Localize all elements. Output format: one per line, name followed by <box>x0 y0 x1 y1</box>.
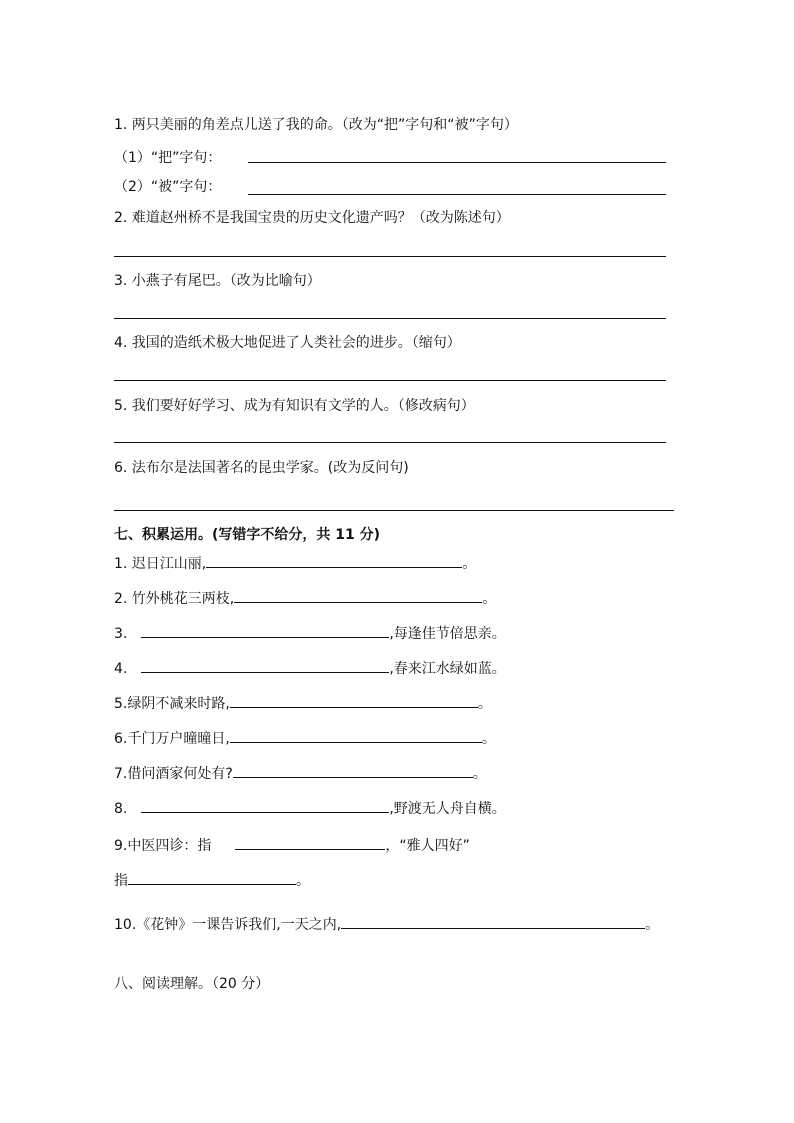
answer-line-4[interactable] <box>114 380 666 381</box>
fill-blank-6[interactable] <box>230 728 482 743</box>
period: 。 <box>482 591 497 607</box>
fill-item-3-text: ,每逢佳节倍思亲。 <box>389 626 506 642</box>
fill-item-3 <box>114 623 506 643</box>
answer-line-2[interactable] <box>114 256 666 257</box>
question-2: 2. 难道赵州桥不是我国宝贵的历史文化遗产吗？（改为陈述句） <box>114 210 510 226</box>
fill-item-9-text-c: 指 <box>114 873 128 889</box>
answer-line-1-1[interactable] <box>248 162 666 163</box>
fill-item-9 <box>114 835 470 855</box>
period: 。 <box>296 873 310 889</box>
question-6: 6. 法布尔是法国著名的昆虫学家。(改为反问句) <box>114 460 409 476</box>
period: 。 <box>462 556 477 572</box>
fill-blank-2[interactable] <box>234 588 482 603</box>
fill-blank-1[interactable] <box>206 553 462 568</box>
question-4: 4. 我国的造纸术极大地促进了人类社会的进步。（缩句） <box>114 335 461 351</box>
fill-item-7 <box>114 763 487 783</box>
section-8-title: 八、阅读理解。（20 分） <box>114 976 270 992</box>
period: 。 <box>645 917 660 933</box>
fill-item-2 <box>114 588 496 608</box>
fill-item-8-text: ,野渡无人舟自横。 <box>389 801 506 817</box>
fill-blank-10[interactable] <box>341 914 645 929</box>
question-3: 3. 小燕子有尾巴。（改为比喻句） <box>114 273 321 289</box>
fill-item-4-text: ,春来江水绿如蓝。 <box>389 661 506 677</box>
answer-line-5[interactable] <box>114 442 666 443</box>
question-5: 5. 我们要好好学习、成为有知识有文学的人。（修改病句） <box>114 398 475 414</box>
fill-blank-5[interactable] <box>230 693 478 708</box>
fill-item-8-number: 8. <box>114 801 128 817</box>
fill-blank-9b[interactable] <box>128 870 296 885</box>
fill-item-5 <box>114 693 492 713</box>
fill-blank-9a[interactable] <box>235 835 385 850</box>
answer-line-1-2[interactable] <box>248 194 666 195</box>
fill-item-4 <box>114 658 506 678</box>
fill-item-10-text: 10.《花钟》一课告诉我们,一天之内, <box>114 917 342 933</box>
fill-item-7-text: 7.借问酒家何处有? <box>114 766 233 782</box>
fill-item-1 <box>114 553 476 573</box>
fill-blank-8[interactable] <box>141 798 389 813</box>
question-1-sub-2-label: （2）“被”字句： <box>114 179 222 195</box>
period: 。 <box>481 731 496 747</box>
fill-item-8 <box>114 798 506 818</box>
fill-item-3-number: 3. <box>114 626 128 642</box>
fill-item-6-text: 6.千门万户曈曈日, <box>114 731 230 747</box>
fill-item-4-number: 4. <box>114 661 128 677</box>
fill-blank-4[interactable] <box>141 658 389 673</box>
fill-blank-7[interactable] <box>233 763 473 778</box>
question-1-sub-1-label: （1）“把”字句： <box>114 150 222 166</box>
fill-item-5-text: 5.绿阴不减来时路, <box>114 696 230 712</box>
fill-item-9-text-b: ，“雅人四好” <box>385 838 470 854</box>
period: 。 <box>472 766 487 782</box>
section-7-title: 七、积累运用。(写错字不给分，共 11 分) <box>114 527 381 543</box>
fill-item-9-text: 9.中医四诊：指 <box>114 838 212 854</box>
answer-line-3[interactable] <box>114 318 666 319</box>
answer-line-6[interactable] <box>114 510 674 511</box>
fill-item-2-text: 2. 竹外桃花三两枝, <box>114 591 235 607</box>
fill-blank-3[interactable] <box>141 623 389 638</box>
fill-item-1-text: 1. 迟日江山丽, <box>114 556 207 572</box>
period: 。 <box>477 696 492 712</box>
fill-item-9-cont <box>114 870 310 890</box>
fill-item-10 <box>114 914 659 934</box>
question-1: 1. 两只美丽的角差点儿送了我的命。（改为“把”字句和“被”字句） <box>114 117 518 133</box>
fill-item-6 <box>114 728 496 748</box>
